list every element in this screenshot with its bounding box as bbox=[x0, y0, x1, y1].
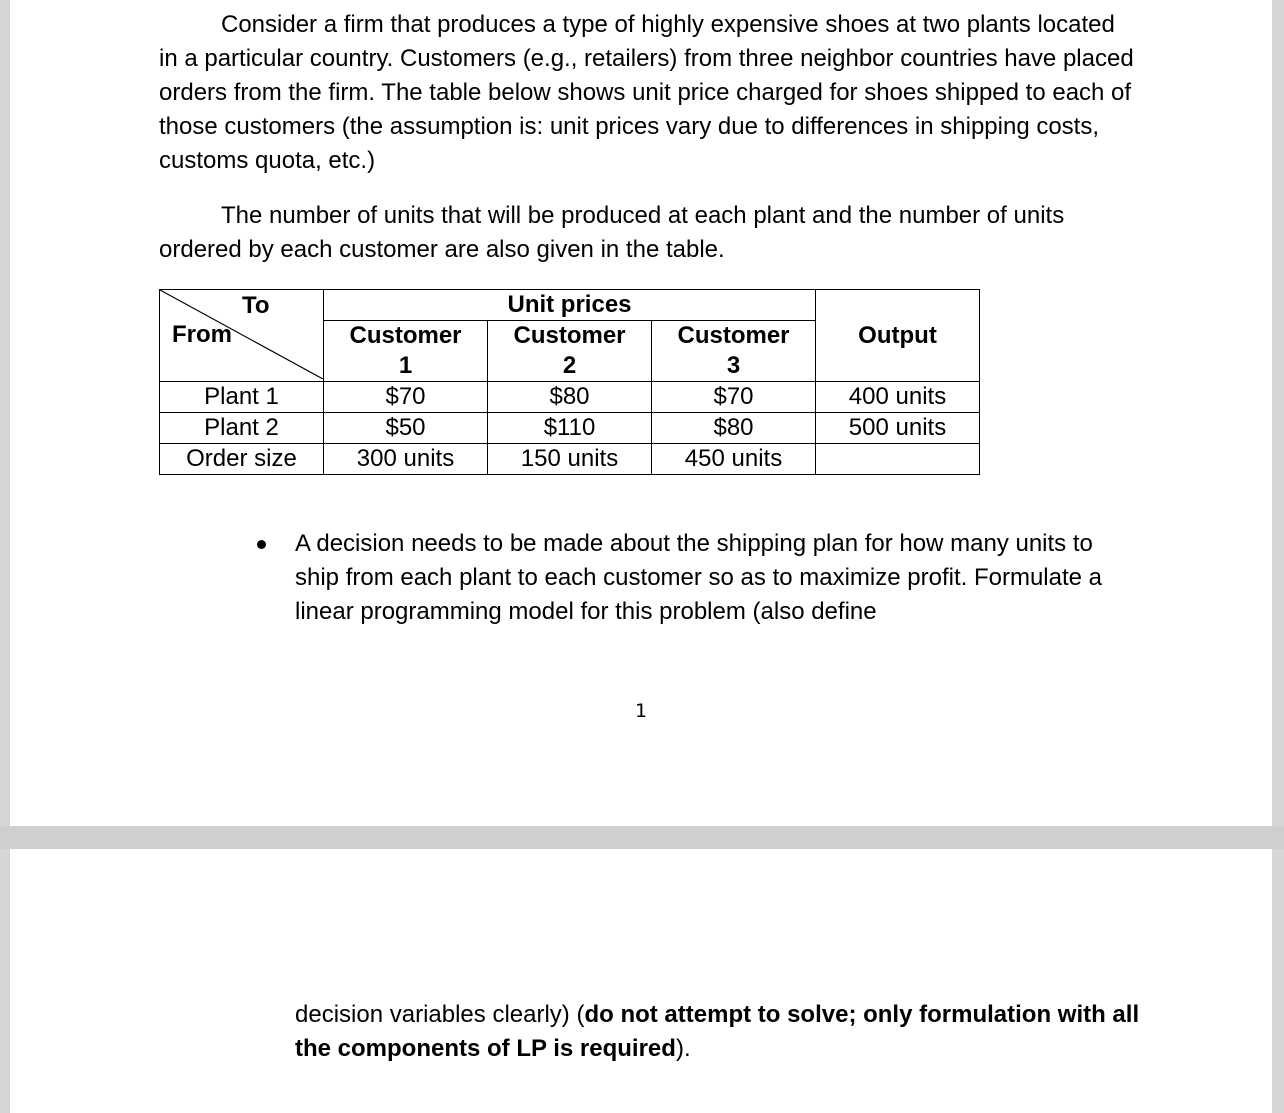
price-cell: $110 bbox=[488, 413, 652, 444]
order-size-cell: 450 units bbox=[652, 444, 816, 475]
row-label: Plant 2 bbox=[160, 413, 324, 444]
table-row bbox=[160, 413, 980, 444]
second-paragraph: The number of units that will be produced at each plant and the number of units ordered by each customer are also given in the table. bbox=[159, 202, 1065, 263]
row-label: Order size bbox=[160, 444, 324, 475]
output-cell: 500 units bbox=[816, 413, 980, 444]
price-cell: $70 bbox=[324, 382, 488, 413]
order-size-cell: 300 units bbox=[324, 444, 488, 475]
to-label: To bbox=[242, 292, 270, 319]
row-label: Plant 1 bbox=[160, 382, 324, 413]
unit-prices-table bbox=[159, 289, 980, 475]
price-cell: $80 bbox=[488, 382, 652, 413]
unit-prices-header: Unit prices bbox=[324, 290, 816, 321]
output-cell: 400 units bbox=[816, 382, 980, 413]
table-row bbox=[160, 444, 980, 475]
document-page-1 bbox=[10, 0, 1272, 826]
price-cell: $70 bbox=[652, 382, 816, 413]
customer-3-header: Customer 3 bbox=[652, 321, 816, 382]
intro-paragraph: Consider a firm that produces a type of highly expensive shoes at two plants located in a particular country. Customers (e.g., retailers) from three neighbor countries have placed orders from the firm. The table below shows unit price charged for shoes shipped to each of those customers (the assumption is: unit prices vary due to differences in shipping costs, customs quota, etc.) bbox=[159, 11, 1134, 174]
order-size-cell: 150 units bbox=[488, 444, 652, 475]
customer-2-header: Customer 2 bbox=[488, 321, 652, 382]
continuation-paragraph: decision variables clearly) (do not attempt to solve; only formulation with all the components of LP is required). bbox=[295, 1001, 1140, 1062]
table-row bbox=[160, 382, 980, 413]
page-gap bbox=[0, 826, 1284, 849]
bold-instruction: do not attempt to solve; only formulation with all the components of LP is required bbox=[295, 1001, 1140, 1062]
customer-1-header: Customer 1 bbox=[324, 321, 488, 382]
bullet-icon bbox=[257, 540, 266, 549]
output-header: Output bbox=[816, 290, 980, 382]
output-cell bbox=[816, 444, 980, 475]
price-cell: $80 bbox=[652, 413, 816, 444]
page-number: 1 bbox=[634, 700, 648, 722]
price-cell: $50 bbox=[324, 413, 488, 444]
bullet-paragraph: A decision needs to be made about the shipping plan for how many units to ship from each plant to each customer so as to maximize profit. Formulate a linear programming model for this problem (also define bbox=[295, 530, 1103, 625]
document-page-2 bbox=[10, 849, 1272, 1113]
from-label: From bbox=[172, 321, 232, 348]
table-corner-cell bbox=[160, 290, 324, 382]
